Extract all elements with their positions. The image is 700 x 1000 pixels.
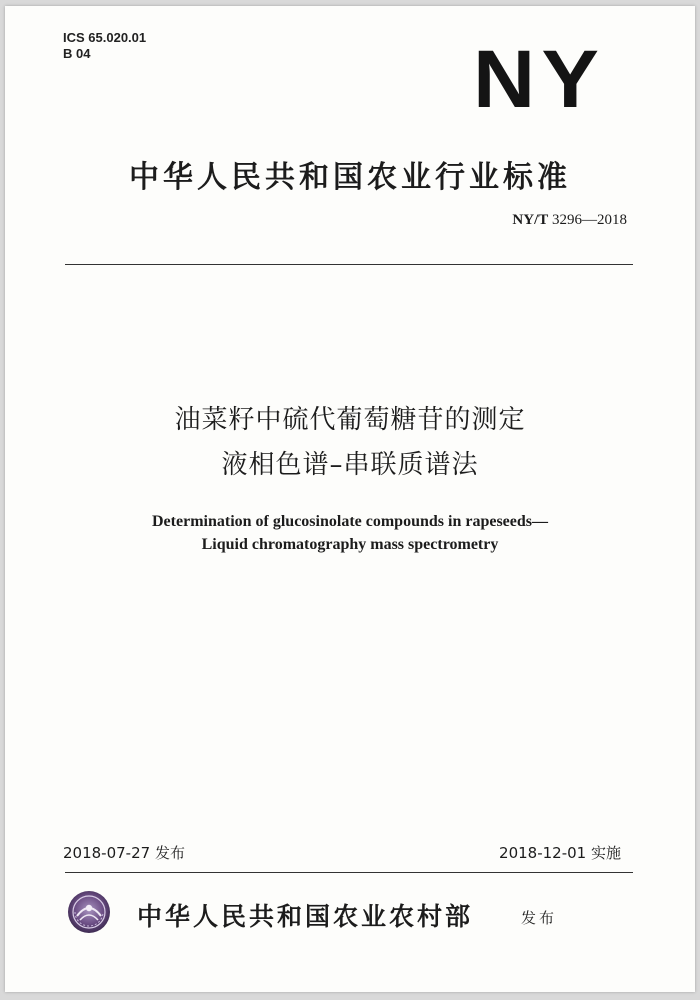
implementation-date: 2018-12-01 实施 [499,844,621,862]
document-page [5,6,695,992]
standard-number-value: 3296—2018 [548,212,627,228]
bottom-divider [65,872,633,873]
ministry-emblem-icon [67,890,111,934]
standard-number-prefix: NY/T [512,212,549,228]
top-divider [65,264,633,265]
classification-codes [63,30,146,62]
ministry-name: 中华人民共和国农业农村部 [137,902,474,931]
english-title-line-1: Determination of glucosinolate compounds in rapeseeds— [152,513,548,530]
publish-label: 发布 [521,909,558,927]
ccs-code: B 04 [63,46,91,61]
standard-category-title: 中华人民共和国农业行业标准 [129,160,571,195]
english-title-line-2: Liquid chromatography mass spectrometry [201,536,499,553]
standard-number [512,212,627,229]
ny-logo: NY [473,34,606,125]
ics-code: ICS 65.020.01 [63,30,147,45]
issue-date: 2018-07-27 发布 [63,844,185,862]
chinese-title-line-2: 液相色谱–串联质谱法 [221,450,479,480]
chinese-title-line-1: 油菜籽中硫代葡萄糖苷的测定 [174,405,526,435]
